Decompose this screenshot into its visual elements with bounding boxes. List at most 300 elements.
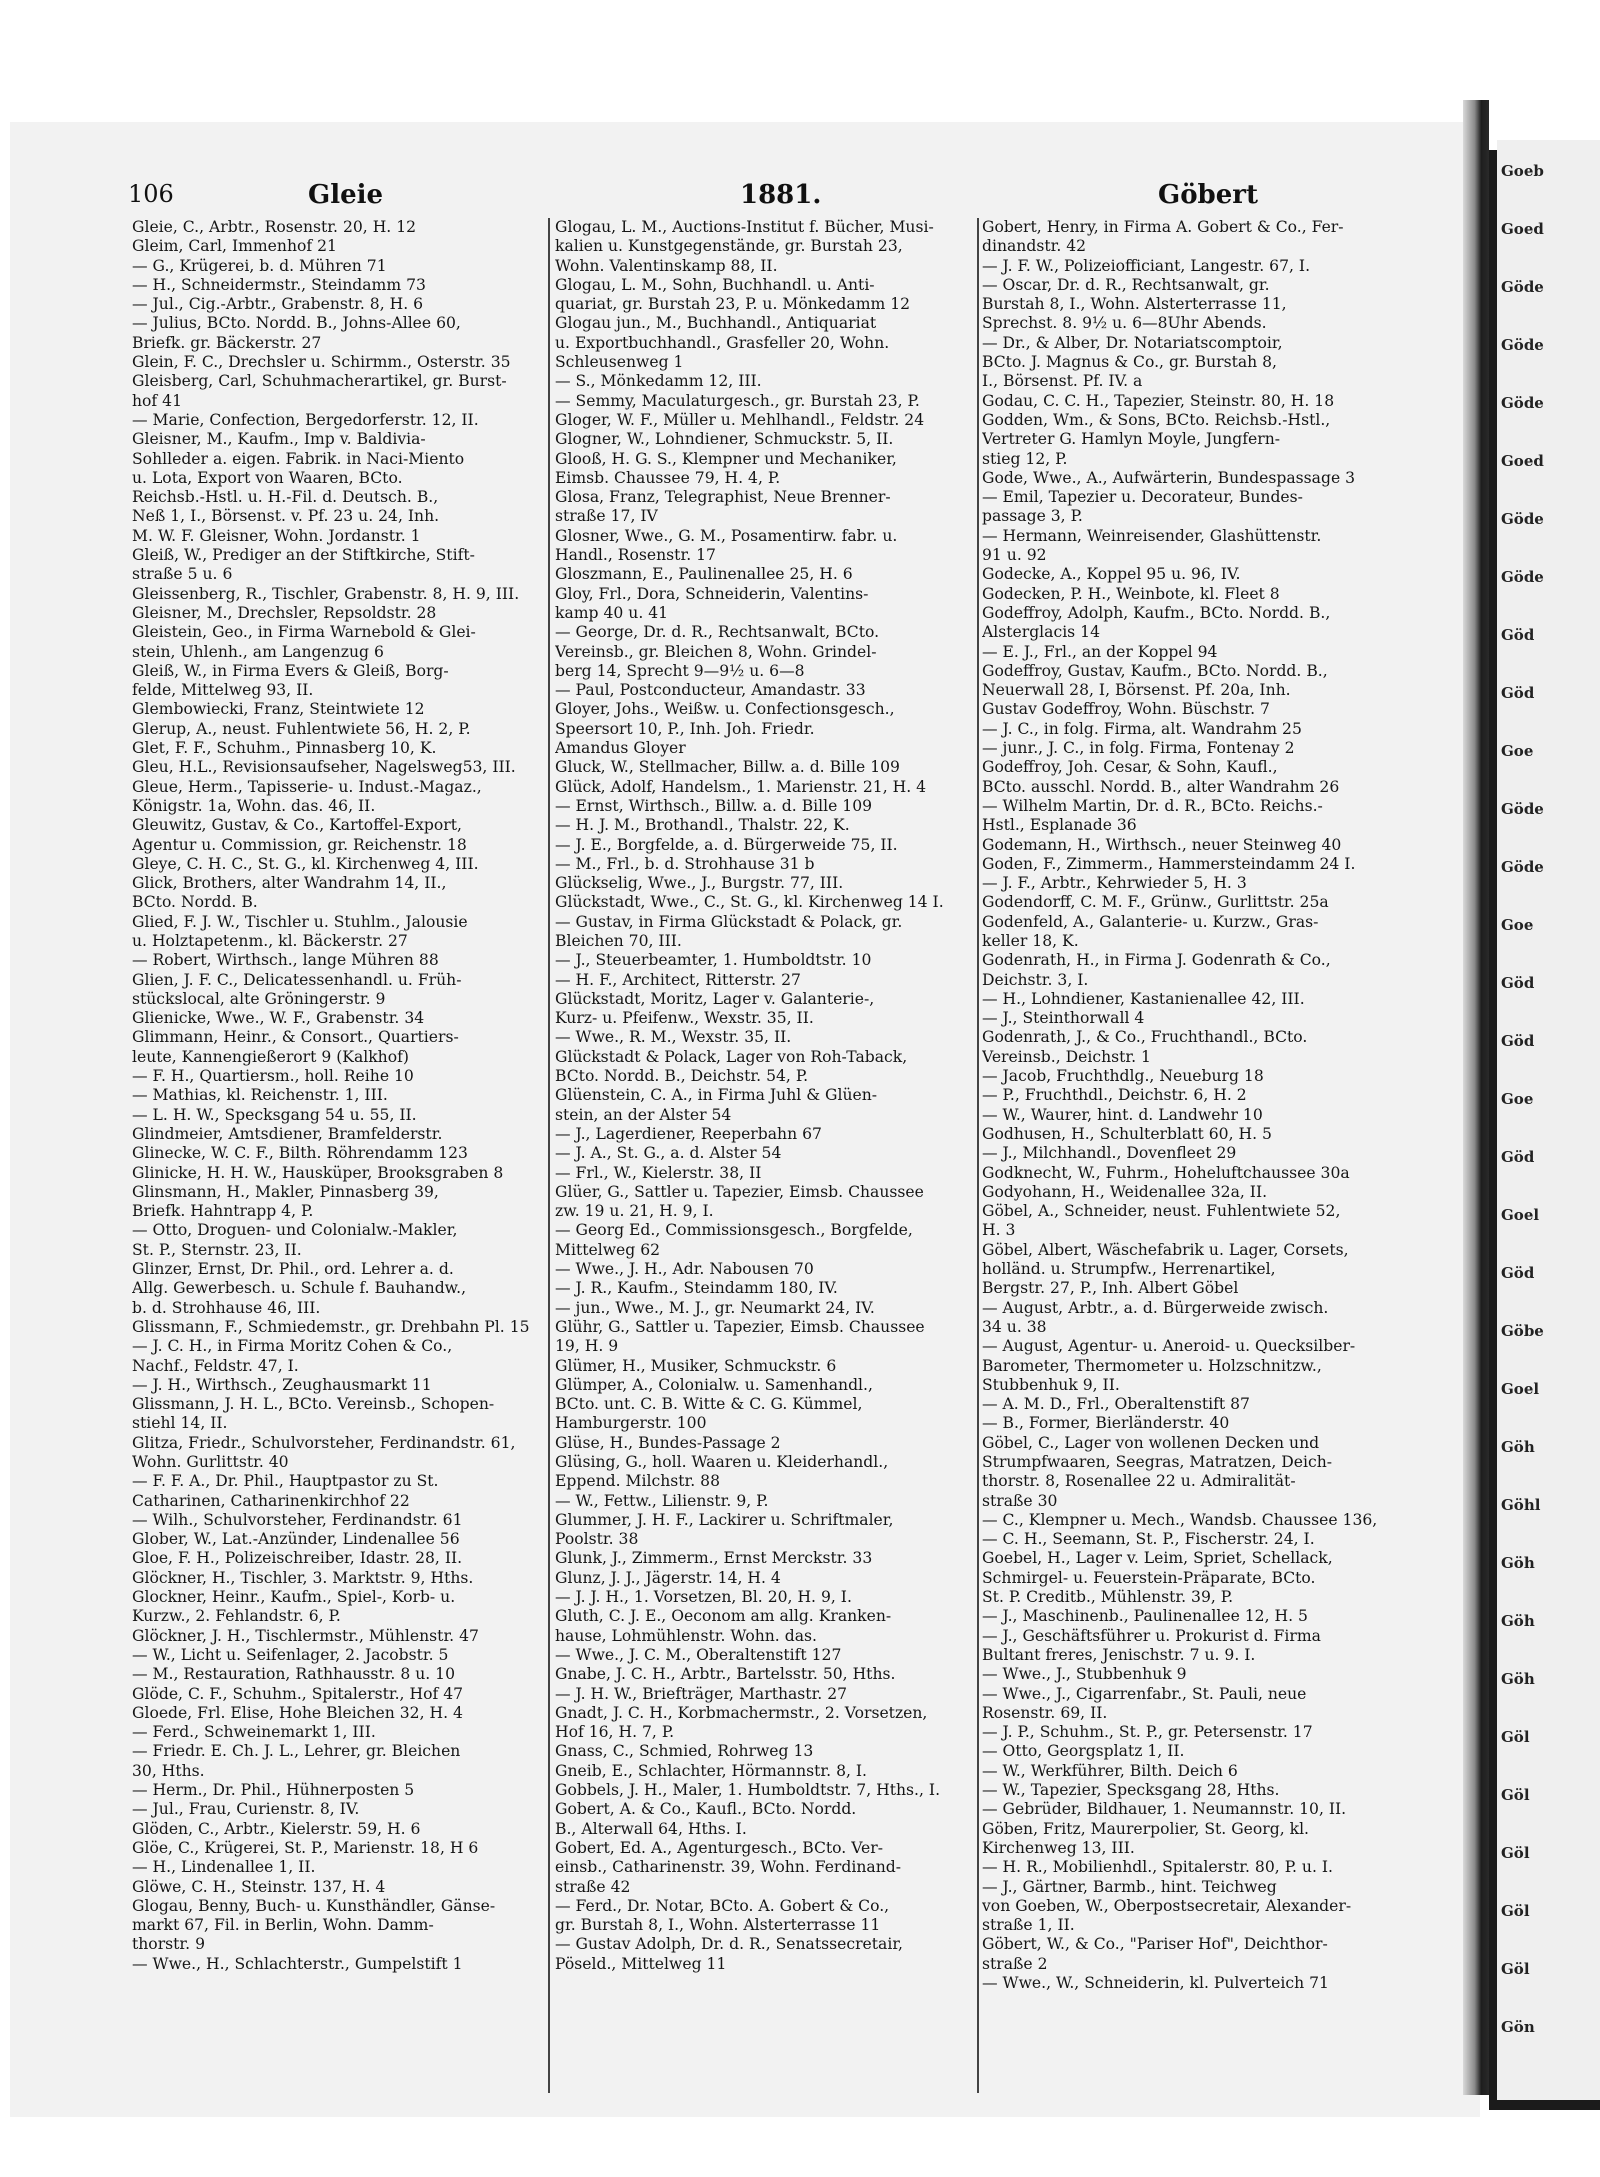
directory-entry-line: Godecken, P. H., Weinbote, kl. Fleet 8: [982, 584, 1280, 603]
facing-page-fragment: Göd: [1501, 1032, 1535, 1050]
directory-entry-line: — W., Werkführer, Bilth. Deich 6: [982, 1761, 1238, 1780]
directory-entry-line: — E. J., Frl., an der Koppel 94: [982, 642, 1218, 661]
directory-entry-line: — Gustav Adolph, Dr. d. R., Senatssecretair,: [555, 1935, 904, 1954]
directory-entry-line: Godenrath, J., & Co., Fruchthandl., BCto.: [982, 1028, 1308, 1047]
directory-entry-line: Glückstadt & Polack, Lager von Roh-Taback,: [555, 1047, 908, 1066]
directory-entry-line: zw. 19 u. 21, H. 9, I.: [555, 1202, 714, 1221]
facing-page-fragment: Göde: [1501, 394, 1544, 412]
directory-entry-line: u. Lota, Export von Waaren, BCto.: [132, 468, 403, 487]
directory-entry-line: — J., Steuerbeamter, 1. Humboldtstr. 10: [555, 951, 872, 970]
column-rule-right: [977, 218, 979, 2093]
directory-entry-line: Glogau jun., M., Buchhandl., Antiquariat: [555, 314, 877, 333]
directory-entry-line: Alsterglacis 14: [982, 623, 1100, 642]
directory-entry-line: Glöde, C. F., Schuhm., Spitalerstr., Hof 47: [132, 1684, 464, 1703]
directory-entry-line: — W., Licht u. Seifenlager, 2. Jacobstr. 5: [132, 1645, 449, 1664]
directory-entry-line: stückslocal, alte Gröningerstr. 9: [132, 989, 386, 1008]
directory-entry-line: Hstl., Esplanade 36: [982, 816, 1137, 835]
directory-entry-line: Godau, C. C. H., Tapezier, Steinstr. 80, H. 18: [982, 391, 1335, 410]
directory-entry-line: Glunk, J., Zimmerm., Ernst Merckstr. 33: [555, 1549, 873, 1568]
directory-entry-line: Glein, F. C., Drechsler u. Schirmm., Osterstr. 35: [132, 353, 511, 372]
directory-entry-line: — J., Steinthorwall 4: [982, 1009, 1145, 1028]
directory-entry-line: Gnadt, J. C. H., Korbmachermstr., 2. Vorsetzen,: [555, 1703, 928, 1722]
directory-entry-line: — H., Lohndiener, Kastanienallee 42, III.: [982, 989, 1305, 1008]
directory-entry-line: u. Exportbuchhandl., Grasfeller 20, Wohn.: [555, 333, 890, 352]
directory-entry-line: M. W. F. Gleisner, Wohn. Jordanstr. 1: [132, 526, 421, 545]
directory-entry-line: dinandstr. 42: [982, 237, 1087, 256]
directory-entry-line: Speersort 10, P., Inh. Joh. Friedr.: [555, 719, 815, 738]
directory-entry-line: — junr., J. C., in folg. Firma, Fontenay 2: [982, 739, 1295, 758]
directory-entry-line: — H., Lindenallee 1, II.: [132, 1858, 316, 1877]
directory-entry-line: BCto. ausschl. Nordd. B., alter Wandrahm 26: [982, 777, 1340, 796]
directory-entry-line: Königstr. 1a, Wohn. das. 46, II.: [132, 796, 376, 815]
directory-entry-line: Godenrath, H., in Firma J. Godenrath & Co.,: [982, 951, 1331, 970]
facing-page-fragment: Goed: [1501, 452, 1544, 470]
directory-entry-line: — M., Frl., b. d. Strohhause 31 b: [555, 854, 815, 873]
directory-entry-line: Gluth, C. J. E., Oeconom am allg. Kranken-: [555, 1607, 892, 1626]
directory-entry-line: — H. J. M., Brothandl., Thalstr. 22, K.: [555, 816, 850, 835]
directory-entry-line: Glümper, A., Colonialw. u. Samenhandl.,: [555, 1375, 873, 1394]
column-rule-left: [548, 218, 550, 2093]
directory-entry-line: — S., Mönkedamm 12, III.: [555, 372, 762, 391]
directory-entry-line: — H. R., Mobilienhdl., Spitalerstr. 80, P. u. I.: [982, 1858, 1334, 1877]
directory-entry-line: Gleu, H.L., Revisionsaufseher, Nagelsweg53, III.: [132, 758, 516, 777]
directory-entry-line: leute, Kannengießerort 9 (Kalkhof): [132, 1047, 409, 1066]
directory-entry-line: — Dr., & Alber, Dr. Notariatscomptoir,: [982, 333, 1283, 352]
directory-entry-line: — H. F., Architect, Ritterstr. 27: [555, 970, 801, 989]
directory-entry-line: stiehl 14, II.: [132, 1414, 228, 1433]
directory-entry-line: Vereinsb., Deichstr. 1: [982, 1047, 1151, 1066]
facing-page-fragment: Gön: [1501, 2018, 1535, 2036]
facing-page-fragment: Göh: [1501, 1554, 1535, 1572]
directory-entry-line: Kurzw., 2. Fehlandstr. 6, P.: [132, 1607, 341, 1626]
book-spine: [1463, 100, 1489, 2095]
directory-entry-line: Glinsmann, H., Makler, Pinnasberg 39,: [132, 1182, 439, 1201]
directory-entry-line: Nachf., Feldstr. 47, I.: [132, 1356, 299, 1375]
directory-entry-line: Glogau, Benny, Buch- u. Kunsthändler, Gänse-: [132, 1896, 496, 1915]
directory-entry-line: Neuerwall 28, I, Börsenst. Pf. 20a, Inh.: [982, 681, 1291, 700]
page-number: 106: [128, 180, 174, 208]
facing-page-fragment: Göde: [1501, 800, 1544, 818]
directory-entry-line: Briefk. gr. Bäckerstr. 27: [132, 333, 322, 352]
directory-entry-line: Glüse, H., Bundes-Passage 2: [555, 1433, 781, 1452]
directory-entry-line: Gloyer, Johs., Weißw. u. Confectionsgesch.,: [555, 700, 895, 719]
facing-page-fragment: Göl: [1501, 1902, 1530, 1920]
directory-entry-line: Glindmeier, Amtsdiener, Bramfelderstr.: [132, 1124, 443, 1143]
directory-entry-line: Gobert, Ed. A., Agenturgesch., BCto. Ver-: [555, 1838, 883, 1857]
directory-entry-line: — J. H., Wirthsch., Zeughausmarkt 11: [132, 1375, 432, 1394]
directory-entry-line: straße 2: [982, 1954, 1048, 1973]
directory-entry-line: Glooß, H. G. S., Klempner und Mechaniker,: [555, 449, 897, 468]
directory-entry-line: Mittelweg 62: [555, 1240, 661, 1259]
directory-entry-line: felde, Mittelweg 93, II.: [132, 681, 314, 700]
directory-entry-line: Glerup, A., neust. Fuhlentwiete 56, H. 2, P.: [132, 719, 471, 738]
directory-entry-line: Wohn. Gurlittstr. 40: [132, 1453, 289, 1471]
directory-entry-line: Glogau, L. M., Sohn, Buchhandl. u. Anti-: [555, 275, 875, 294]
directory-entry-line: I., Börsenst. Pf. IV. a: [982, 372, 1143, 391]
directory-entry-line: — Otto, Droguen- und Colonialw.-Makler,: [132, 1221, 458, 1240]
directory-entry-line: Glüer, G., Sattler u. Tapezier, Eimsb. Chaussee: [555, 1182, 924, 1201]
directory-entry-line: Gloszmann, E., Paulinenallee 25, H. 6: [555, 565, 853, 584]
directory-entry-line: BCto. unt. C. B. Witte & C. G. Kümmel,: [555, 1395, 863, 1414]
directory-entry-line: Gustav Godeffroy, Wohn. Büschstr. 7: [982, 700, 1270, 719]
directory-column-1: [132, 218, 542, 1974]
directory-entry-line: Poolstr. 38: [555, 1530, 639, 1549]
directory-entry-line: 19, H. 9: [555, 1337, 619, 1356]
directory-entry-line: straße 1, II.: [982, 1916, 1075, 1935]
directory-entry-line: Bergstr. 27, P., Inh. Albert Göbel: [982, 1279, 1239, 1298]
facing-page-fragment: Göd: [1501, 974, 1535, 992]
directory-entry-line: — Wwe., J., Cigarrenfabr., St. Pauli, neue: [982, 1684, 1307, 1703]
facing-page-fragment: Goe: [1501, 916, 1534, 934]
facing-page-fragment: Göde: [1501, 278, 1544, 296]
directory-entry-line: — J. C. H., in Firma Moritz Cohen & Co.,: [132, 1337, 453, 1356]
directory-entry-line: Strumpfwaaren, Seegras, Matratzen, Deich-: [982, 1453, 1333, 1471]
directory-entry-line: stein, Uhlenh., am Langenzug 6: [132, 642, 384, 661]
directory-entry-line: Glosa, Franz, Telegraphist, Neue Brenner-: [555, 488, 891, 507]
directory-entry-line: Glober, W., Lat.-Anzünder, Lindenallee 56: [132, 1530, 460, 1549]
directory-entry-line: Glien, J. F. C., Delicatessenhandl. u. Früh-: [132, 970, 462, 989]
directory-entry-line: Glosner, Wwe., G. M., Posamentirw. fabr. u.: [555, 526, 898, 545]
directory-entry-line: hause, Lohmühlenstr. Wohn. das.: [555, 1626, 817, 1645]
directory-entry-line: — C. H., Seemann, St. P., Fischerstr. 24, I.: [982, 1530, 1315, 1549]
directory-entry-line: Godeffroy, Joh. Cesar, & Sohn, Kaufl.,: [982, 758, 1278, 777]
directory-entry-line: — J. P., Schuhm., St. P., gr. Petersenstr. 17: [982, 1723, 1313, 1742]
directory-entry-line: — C., Klempner u. Mech., Wandsb. Chaussee 136,: [982, 1510, 1378, 1529]
directory-entry-line: — W., Fettw., Lilienstr. 9, P.: [555, 1491, 769, 1510]
directory-entry-line: Allg. Gewerbesch. u. Schule f. Bauhandw.,: [132, 1279, 467, 1298]
directory-entry-line: Bleichen 70, III.: [555, 931, 682, 950]
directory-entry-line: Hamburgerstr. 100: [555, 1414, 707, 1433]
directory-entry-line: — Gebrüder, Bildhauer, 1. Neumannstr. 10, II.: [982, 1800, 1347, 1819]
directory-entry-line: Neß 1, I., Börsenst. v. Pf. 23 u. 24, Inh.: [132, 507, 440, 526]
directory-entry-line: — M., Restauration, Rathhausstr. 8 u. 10: [132, 1665, 456, 1684]
directory-entry-line: — J., Geschäftsführer u. Prokurist d. Firma: [982, 1626, 1321, 1645]
directory-entry-line: Glunz, J. J., Jägerstr. 14, H. 4: [555, 1568, 781, 1587]
directory-entry-line: einsb., Catharinenstr. 39, Wohn. Ferdinand-: [555, 1858, 901, 1877]
directory-entry-line: — J. E., Borgfelde, a. d. Bürgerweide 75, II.: [555, 835, 898, 854]
facing-page-fragment: Göh: [1501, 1612, 1535, 1630]
directory-entry-line: 34 u. 38: [982, 1317, 1047, 1336]
directory-entry-line: Godden, Wm., & Sons, BCto. Reichsb.-Hstl.,: [982, 410, 1331, 429]
directory-entry-line: Gloede, Frl. Elise, Hohe Bleichen 32, H. 4: [132, 1703, 463, 1722]
directory-entry-line: Glöwe, C. H., Steinstr. 137, H. 4: [132, 1877, 386, 1896]
directory-entry-line: St. P., Sternstr. 23, II.: [132, 1240, 302, 1259]
directory-entry-line: BCto. J. Magnus & Co., gr. Burstah 8,: [982, 353, 1278, 372]
directory-entry-line: Gleiß, W., in Firma Evers & Gleiß, Borg-: [132, 661, 449, 680]
directory-entry-line: hof 41: [132, 391, 183, 410]
directory-entry-line: — jun., Wwe., M. J., gr. Neumarkt 24, IV.: [555, 1298, 875, 1317]
directory-entry-line: Deichstr. 3, I.: [982, 970, 1089, 989]
directory-entry-line: Catharinen, Catharinenkirchhof 22: [132, 1491, 410, 1510]
year-heading: 1881.: [740, 180, 822, 210]
directory-entry-line: — Hermann, Weinreisender, Glashüttenstr.: [982, 526, 1322, 545]
directory-entry-line: Briefk. Hahntrapp 4, P.: [132, 1202, 314, 1221]
directory-entry-line: — Jacob, Fruchthdlg., Neueburg 18: [982, 1067, 1264, 1086]
directory-entry-line: — J., Milchhandl., Dovenfleet 29: [982, 1144, 1237, 1163]
directory-entry-line: straße 17, IV: [555, 507, 658, 526]
directory-entry-line: — Oscar, Dr. d. R., Rechtsanwalt, gr.: [982, 275, 1270, 294]
directory-entry-line: — Mathias, kl. Reichenstr. 1, III.: [132, 1086, 388, 1105]
directory-entry-line: Amandus Gloyer: [555, 739, 686, 758]
directory-entry-line: passage 3, P.: [982, 507, 1083, 526]
directory-entry-line: B., Alterwall 64, Hths. I.: [555, 1819, 747, 1838]
directory-entry-line: — J. H. W., Briefträger, Marthastr. 27: [555, 1684, 848, 1703]
directory-entry-line: Glöckner, J. H., Tischlermstr., Mühlenstr. 47: [132, 1626, 479, 1645]
directory-entry-line: Gleissenberg, R., Tischler, Grabenstr. 8, H. 9, III.: [132, 584, 520, 603]
directory-entry-line: H. 3: [982, 1221, 1016, 1240]
directory-entry-line: — Gustav, in Firma Glückstadt & Polack, gr.: [555, 912, 903, 931]
directory-entry-line: Gobert, Henry, in Firma A. Gobert & Co., Fer-: [982, 218, 1344, 236]
directory-entry-line: Gode, Wwe., A., Aufwärterin, Bundespassage 3: [982, 468, 1356, 487]
directory-entry-line: — J. C., in folg. Firma, alt. Wandrahm 25: [982, 719, 1302, 738]
directory-entry-line: Gleisner, M., Kaufm., Imp v. Baldivia-: [132, 430, 426, 449]
directory-entry-line: Gleuwitz, Gustav, & Co., Kartoffel-Export,: [132, 816, 462, 835]
directory-entry-line: Godyohann, H., Weidenallee 32a, II.: [982, 1182, 1268, 1201]
directory-entry-line: gr. Burstah 8, I., Wohn. Alsterterrasse 11: [555, 1916, 881, 1935]
directory-entry-line: — Wwe., J. C. M., Oberaltenstift 127: [555, 1645, 842, 1664]
directory-entry-line: Handl., Rosenstr. 17: [555, 546, 716, 565]
directory-entry-line: — Wwe., J., Stubbenhuk 9: [982, 1665, 1187, 1684]
directory-entry-line: Hof 16, H. 7, P.: [555, 1723, 675, 1742]
directory-entry-line: — Julius, BCto. Nordd. B., Johns-Allee 60,: [132, 314, 461, 333]
directory-entry-line: Gleim, Carl, Immenhof 21: [132, 237, 337, 256]
directory-entry-line: St. P. Creditb., Mühlenstr. 39, P.: [982, 1588, 1234, 1607]
facing-page-fragment: Goed: [1501, 220, 1544, 238]
directory-entry-line: — Wwe., J. H., Adr. Nabousen 70: [555, 1260, 814, 1279]
directory-entry-line: Godknecht, W., Fuhrm., Hoheluftchaussee 30a: [982, 1163, 1350, 1182]
directory-entry-line: Glückstadt, Wwe., C., St. G., kl. Kirchenweg 14 I.: [555, 893, 944, 912]
directory-entry-line: — Jul., Frau, Curienstr. 8, IV.: [132, 1800, 360, 1819]
directory-entry-line: von Goeben, W., Oberpostsecretair, Alexander-: [982, 1896, 1352, 1915]
directory-entry-line: Glück, Adolf, Handelsm., 1. Marienstr. 21, H. 4: [555, 777, 927, 796]
facing-page-fragment: Goe: [1501, 1090, 1534, 1108]
directory-entry-line: Rosenstr. 69, II.: [982, 1703, 1108, 1722]
directory-entry-line: Gleisberg, Carl, Schuhmacherartikel, gr. Burst-: [132, 372, 507, 391]
directory-entry-line: Gobbels, J. H., Maler, 1. Humboldtstr. 7, Hths., I.: [555, 1781, 941, 1800]
directory-entry-line: — J. J. H., 1. Vorsetzen, Bl. 20, H. 9, I.: [555, 1588, 852, 1607]
directory-entry-line: — Marie, Confection, Bergedorferstr. 12, II.: [132, 410, 479, 429]
facing-page-fragment: Göh: [1501, 1670, 1535, 1688]
directory-entry-line: kamp 40 u. 41: [555, 603, 669, 622]
directory-entry-line: Gleue, Herm., Tapisserie- u. Indust.-Magaz.,: [132, 777, 482, 796]
directory-entry-line: Reichsb.-Hstl. u. H.-Fil. d. Deutsch. B.,: [132, 488, 439, 507]
directory-entry-line: Glick, Brothers, alter Wandrahm 14, II.,: [132, 874, 447, 893]
directory-entry-line: — Robert, Wirthsch., lange Mühren 88: [132, 951, 439, 970]
directory-entry-line: Gneib, E., Schlachter, Hörmannstr. 8, I.: [555, 1761, 868, 1780]
directory-entry-line: thorstr. 8, Rosenallee 22 u. Admiralität-: [982, 1472, 1296, 1491]
directory-entry-line: Wohn. Valentinskamp 88, II.: [555, 256, 778, 275]
directory-entry-line: — H., Schneidermstr., Steindamm 73: [132, 275, 426, 294]
directory-entry-line: Gleiß, W., Prediger an der Stiftkirche, Stift-: [132, 546, 475, 565]
directory-entry-line: Barometer, Thermometer u. Holzschnitzw.,: [982, 1356, 1322, 1375]
directory-entry-line: kalien u. Kunstgegenstände, gr. Burstah 23,: [555, 237, 903, 256]
facing-page-fragment: Göde: [1501, 336, 1544, 354]
facing-page-fragment: Göd: [1501, 1264, 1535, 1282]
directory-entry-line: Stubbenhuk 9, II.: [982, 1375, 1120, 1394]
directory-entry-line: — Wilh., Schulvorsteher, Ferdinandstr. 61: [132, 1510, 463, 1529]
directory-entry-line: Godecke, A., Koppel 95 u. 96, IV.: [982, 565, 1241, 584]
directory-entry-line: Glümer, H., Musiker, Schmuckstr. 6: [555, 1356, 837, 1375]
directory-entry-line: — Wwe., R. M., Wexstr. 35, II.: [555, 1028, 792, 1047]
directory-entry-line: Eppend. Milchstr. 88: [555, 1472, 720, 1491]
directory-column-2: [555, 218, 973, 1974]
directory-entry-line: — August, Arbtr., a. d. Bürgerweide zwisch.: [982, 1298, 1329, 1317]
directory-entry-line: — Paul, Postconducteur, Amandastr. 33: [555, 681, 866, 700]
directory-entry-line: Kirchenweg 13, III.: [982, 1838, 1135, 1857]
directory-entry-line: — Semmy, Maculaturgesch., gr. Burstah 23, P.: [555, 391, 920, 410]
directory-entry-line: Glüsing, G., holl. Waaren u. Kleiderhandl.,: [555, 1453, 889, 1471]
directory-entry-line: Glembowiecki, Franz, Steintwiete 12: [132, 700, 425, 719]
directory-entry-line: Gleye, C. H. C., St. G., kl. Kirchenweg 4, III.: [132, 854, 479, 873]
directory-entry-line: Gluck, W., Stellmacher, Billw. a. d. Bille 109: [555, 758, 900, 777]
directory-entry-line: berg 14, Sprecht 9—9½ u. 6—8: [555, 661, 805, 680]
right-running-head: Göbert: [1158, 180, 1258, 210]
directory-entry-line: Sprechst. 8. 9½ u. 6—8Uhr Abends.: [982, 314, 1267, 333]
directory-entry-line: Göbel, A., Schneider, neust. Fuhlentwiete 52,: [982, 1202, 1341, 1221]
directory-entry-line: Gleisner, M., Drechsler, Repsoldstr. 28: [132, 603, 437, 622]
directory-entry-line: straße 30: [982, 1491, 1058, 1510]
directory-entry-line: — B., Former, Bierländerstr. 40: [982, 1414, 1230, 1433]
facing-page-fragment: Goeb: [1501, 162, 1544, 180]
directory-entry-line: Agentur u. Commission, gr. Reichenstr. 18: [132, 835, 467, 854]
directory-entry-line: Gnabe, J. C. H., Arbtr., Bartelsstr. 50, Hths.: [555, 1665, 896, 1684]
directory-entry-line: — J. F., Arbtr., Kehrwieder 5, H. 3: [982, 874, 1247, 893]
directory-entry-line: — Ferd., Dr. Notar, BCto. A. Gobert & Co.,: [555, 1896, 890, 1915]
directory-entry-line: — J. A., St. G., a. d. Alster 54: [555, 1144, 782, 1163]
directory-entry-line: Pöseld., Mittelweg 11: [555, 1954, 727, 1973]
directory-entry-line: Godeffroy, Gustav, Kaufm., BCto. Nordd. B.,: [982, 661, 1328, 680]
directory-entry-line: Godemann, H., Wirthsch., neuer Steinweg 40: [982, 835, 1342, 854]
directory-entry-line: BCto. Nordd. B., Deichstr. 54, P.: [555, 1067, 809, 1086]
directory-entry-line: 30, Hths.: [132, 1761, 205, 1780]
facing-page-fragment: Göl: [1501, 1844, 1530, 1862]
facing-page-fragment: Göh: [1501, 1438, 1535, 1456]
directory-entry-line: Glet, F. F., Schuhm., Pinnasberg 10, K.: [132, 739, 437, 758]
directory-entry-line: Glogau, L. M., Auctions-Institut f. Bücher, Musi-: [555, 218, 934, 236]
directory-entry-line: quariat, gr. Burstah 23, P. u. Mönkedamm 12: [555, 295, 911, 314]
directory-entry-line: — Georg Ed., Commissionsgesch., Borgfelde,: [555, 1221, 913, 1240]
directory-entry-line: straße 42: [555, 1877, 631, 1896]
directory-entry-line: Glissmann, F., Schmiedemstr., gr. Drehbahn Pl. 15: [132, 1317, 530, 1336]
directory-entry-line: — George, Dr. d. R., Rechtsanwalt, BCto.: [555, 623, 880, 642]
directory-entry-line: Gloger, W. F., Müller u. Mehlhandl., Feldstr. 24: [555, 410, 925, 429]
directory-entry-line: — Wwe., H., Schlachterstr., Gumpelstift 1: [132, 1954, 463, 1973]
directory-entry-line: Gnass, C., Schmied, Rohrweg 13: [555, 1742, 814, 1761]
facing-page-fragment: Göl: [1501, 1786, 1530, 1804]
directory-column-3: [982, 218, 1402, 1993]
directory-entry-line: Glöden, C., Arbtr., Kielerstr. 59, H. 6: [132, 1819, 421, 1838]
directory-entry-line: b. d. Strohhause 46, III.: [132, 1298, 321, 1317]
directory-entry-line: — Jul., Cig.-Arbtr., Grabenstr. 8, H. 6: [132, 295, 424, 314]
directory-entry-line: Schleusenweg 1: [555, 353, 684, 372]
directory-entry-line: Göben, Fritz, Maurerpolier, St. Georg, kl.: [982, 1819, 1310, 1838]
directory-entry-line: — Otto, Georgsplatz 1, II.: [982, 1742, 1185, 1761]
directory-entry-line: Glinzer, Ernst, Dr. Phil., ord. Lehrer a. d.: [132, 1260, 454, 1279]
directory-entry-line: — Frl., W., Kielerstr. 38, II: [555, 1163, 762, 1182]
directory-entry-line: Sohlleder a. eigen. Fabrik. in Naci-Miento: [132, 449, 465, 468]
directory-entry-line: Glinicke, H. H. W., Hausküper, Brooksgraben 8: [132, 1163, 504, 1182]
facing-page-fragment: Goel: [1501, 1380, 1540, 1398]
directory-entry-line: Glückselig, Wwe., J., Burgstr. 77, III.: [555, 874, 844, 893]
directory-entry-line: u. Holztapetenm., kl. Bäckerstr. 27: [132, 931, 408, 950]
directory-entry-line: Eimsb. Chaussee 79, H. 4, P.: [555, 468, 781, 487]
directory-entry-line: — Herm., Dr. Phil., Hühnerposten 5: [132, 1781, 415, 1800]
directory-entry-line: Glogner, W., Lohndiener, Schmuckstr. 5, II.: [555, 430, 894, 449]
directory-entry-line: holländ. u. Strumpfw., Herrenartikel,: [982, 1260, 1276, 1279]
directory-entry-line: stein, an der Alster 54: [555, 1105, 732, 1124]
facing-page-edge: [1497, 140, 1600, 2100]
directory-entry-line: — Wilhelm Martin, Dr. d. R., BCto. Reichs.-: [982, 796, 1323, 815]
directory-entry-line: Bultant freres, Jenischstr. 7 u. 9. I.: [982, 1645, 1256, 1664]
facing-page-fragment: Göde: [1501, 510, 1544, 528]
directory-entry-line: Glummer, J. H. F., Lackirer u. Schriftmaler,: [555, 1510, 894, 1529]
facing-page-fragment: Göde: [1501, 858, 1544, 876]
facing-page-fragment: Göbe: [1501, 1322, 1544, 1340]
directory-entry-line: Glühr, G., Sattler u. Tapezier, Eimsb. Chaussee: [555, 1317, 925, 1336]
directory-entry-line: Gleie, C., Arbtr., Rosenstr. 20, H. 12: [132, 218, 417, 236]
directory-entry-line: Glockner, Heinr., Kaufm., Spiel-, Korb- u.: [132, 1588, 456, 1607]
directory-entry-line: — Emil, Tapezier u. Decorateur, Bundes-: [982, 488, 1303, 507]
directory-entry-line: — J., Gärtner, Barmb., hint. Teichweg: [982, 1877, 1277, 1896]
directory-entry-line: Göbel, Albert, Wäschefabrik u. Lager, Corsets,: [982, 1240, 1349, 1259]
facing-page-fragment: Goel: [1501, 1206, 1540, 1224]
directory-entry-line: — J. F. W., Polizeiofficiant, Langestr. 67, I.: [982, 256, 1311, 275]
directory-entry-line: — Ferd., Schweinemarkt 1, III.: [132, 1723, 376, 1742]
facing-page-fragment: Göd: [1501, 626, 1535, 644]
directory-entry-line: Glöe, C., Krügerei, St. P., Marienstr. 18, H 6: [132, 1838, 479, 1857]
directory-entry-line: — W., Tapezier, Specksgang 28, Hths.: [982, 1781, 1280, 1800]
directory-entry-line: — J., Maschinenb., Paulinenallee 12, H. 5: [982, 1607, 1308, 1626]
directory-entry-line: Goden, F., Zimmerm., Hammersteindamm 24 I.: [982, 854, 1356, 873]
directory-entry-line: Goebel, H., Lager v. Leim, Spriet, Schellack,: [982, 1549, 1333, 1568]
directory-entry-line: Glitza, Friedr., Schulvorsteher, Ferdinandstr. 61,: [132, 1433, 516, 1452]
facing-page-fragment: Göd: [1501, 1148, 1535, 1166]
directory-entry-line: Glimmann, Heinr., & Consort., Quartiers-: [132, 1028, 459, 1047]
directory-entry-line: thorstr. 9: [132, 1935, 205, 1954]
directory-entry-line: Gleistein, Geo., in Firma Warnebold & Glei-: [132, 623, 476, 642]
left-running-head: Gleie: [308, 180, 384, 210]
directory-entry-line: — F. H., Quartiersm., holl. Reihe 10: [132, 1067, 414, 1086]
directory-entry-line: Gloy, Frl., Dora, Schneiderin, Valentins-: [555, 584, 869, 603]
directory-entry-line: Burstah 8, I., Wohn. Alsterterrasse 11,: [982, 295, 1287, 314]
directory-entry-line: — J., Lagerdiener, Reeperbahn 67: [555, 1124, 822, 1143]
directory-entry-line: — Ernst, Wirthsch., Billw. a. d. Bille 109: [555, 796, 873, 815]
directory-entry-line: BCto. Nordd. B.: [132, 893, 258, 912]
directory-entry-line: Vereinsb., gr. Bleichen 8, Wohn. Grindel-: [555, 642, 877, 661]
directory-entry-line: Godendorff, C. M. F., Grünw., Gurlittstr. 25a: [982, 893, 1329, 912]
directory-entry-line: — Wwe., W., Schneiderin, kl. Pulverteich 71: [982, 1974, 1329, 1993]
directory-entry-line: Gloe, F. H., Polizeischreiber, Idastr. 28, II.: [132, 1549, 463, 1568]
directory-entry-line: 91 u. 92: [982, 546, 1047, 565]
facing-page-fragment: Goe: [1501, 742, 1534, 760]
directory-entry-line: — F. F. A., Dr. Phil., Hauptpastor zu St.: [132, 1472, 439, 1491]
directory-entry-line: Glinecke, W. C. F., Bilth. Röhrendamm 123: [132, 1144, 468, 1163]
directory-entry-line: — L. H. W., Specksgang 54 u. 55, II.: [132, 1105, 417, 1124]
directory-entry-line: keller 18, K.: [982, 931, 1079, 950]
directory-entry-line: Glückstadt, Moritz, Lager v. Galanterie-,: [555, 989, 875, 1008]
directory-entry-line: straße 5 u. 6: [132, 565, 233, 584]
directory-entry-line: Glissmann, J. H. L., BCto. Vereinsb., Schopen-: [132, 1395, 495, 1414]
directory-entry-line: Göbert, W., & Co., "Pariser Hof", Deichthor-: [982, 1935, 1328, 1954]
directory-entry-line: — A. M. D., Frl., Oberaltenstift 87: [982, 1395, 1250, 1414]
facing-page-fragment: Göl: [1501, 1960, 1530, 1978]
directory-entry-line: Göbel, C., Lager von wollenen Decken und: [982, 1433, 1320, 1452]
directory-entry-line: — J. R., Kaufm., Steindamm 180, IV.: [555, 1279, 838, 1298]
facing-page-fragment: Göl: [1501, 1728, 1530, 1746]
directory-entry-line: — W., Waurer, hint. d. Landwehr 10: [982, 1105, 1263, 1124]
directory-entry-line: Glied, F. J. W., Tischler u. Stuhlm., Jalousie: [132, 912, 468, 931]
facing-page-fragment: Göde: [1501, 568, 1544, 586]
